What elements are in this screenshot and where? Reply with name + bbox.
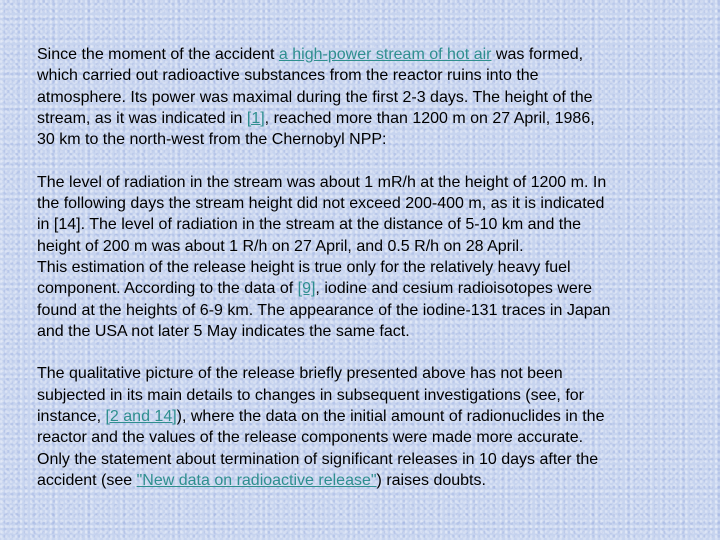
text-line <box>37 449 697 470</box>
text-segment: Since the moment of the accident <box>37 46 279 63</box>
text-segment: height of 200 m was about 1 R/h on 27 April, and 0.5 R/h on 28 April. <box>37 237 524 255</box>
text-segment: in [14]. The level of radiation in the stream at the distance of 5-10 km and the <box>37 216 582 234</box>
text-line <box>37 406 697 427</box>
paragraph-1 <box>37 44 697 150</box>
text-line <box>37 300 697 321</box>
text-segment: ) raises doubts. <box>376 471 486 489</box>
text-line <box>37 385 697 406</box>
text-line <box>37 193 697 214</box>
text-segment: the following days the stream height did not exceed 200-400 m, as it is indicated <box>37 195 605 213</box>
text-segment: was formed, <box>491 46 584 63</box>
text-segment: component. According to the data of <box>37 280 298 298</box>
text-segment: ), where the data on the initial amount of radionuclides in the <box>176 408 605 426</box>
text-line <box>37 257 697 278</box>
text-segment: stream, as it was indicated in <box>37 109 247 127</box>
text-line <box>37 236 697 257</box>
text-segment: , reached more than 1200 m on 27 April, 1986, <box>264 109 595 127</box>
document-body <box>37 44 697 513</box>
reference-link[interactable]: [9] <box>297 280 316 298</box>
text-line <box>37 278 697 299</box>
text-segment: which carried out radioactive substances from the reactor ruins into the <box>37 67 539 85</box>
text-line <box>37 87 697 108</box>
text-line <box>37 129 697 150</box>
text-segment: The level of radiation in the stream was about 1 mR/h at the height of 1200 m. In <box>37 173 607 191</box>
reference-link[interactable]: "New data on radioactive release" <box>136 471 377 489</box>
text-segment: found at the heights of 6-9 km. The appearance of the iodine-131 traces in Japan <box>37 301 611 319</box>
text-segment: accident (see <box>37 471 137 489</box>
text-line <box>37 427 697 448</box>
text-segment: The qualitative picture of the release briefly presented above has not been <box>37 365 563 383</box>
text-segment: atmosphere. Its power was maximal during the first 2-3 days. The height of the <box>37 88 593 106</box>
text-segment: This estimation of the release height is true only for the relatively heavy fuel <box>37 258 571 276</box>
text-segment: and the USA not later 5 May indicates the same fact. <box>37 322 410 340</box>
text-segment: instance, <box>37 408 106 426</box>
text-segment: Only the statement about termination of significant releases in 10 days after the <box>37 450 599 468</box>
text-segment: 30 km to the north-west from the Chernobyl NPP: <box>37 131 387 149</box>
text-segment: reactor and the values of the release components were made more accurate. <box>37 429 584 447</box>
text-line <box>37 65 697 86</box>
text-line <box>37 470 697 491</box>
text-line <box>37 172 697 193</box>
reference-link[interactable]: [2 and 14] <box>105 408 177 426</box>
text-line <box>37 321 697 342</box>
reference-link[interactable]: a high-power stream of hot air <box>278 46 492 63</box>
text-line <box>37 108 697 129</box>
reference-link[interactable]: [1] <box>246 109 265 127</box>
text-segment: , iodine and cesium radioisotopes were <box>315 280 593 298</box>
text-line <box>37 44 697 65</box>
text-segment: subjected in its main details to changes in subsequent investigations (see, for <box>37 386 584 404</box>
text-line <box>37 363 697 384</box>
text-line <box>37 214 697 235</box>
paragraph-3 <box>37 363 697 491</box>
paragraph-2 <box>37 172 697 342</box>
